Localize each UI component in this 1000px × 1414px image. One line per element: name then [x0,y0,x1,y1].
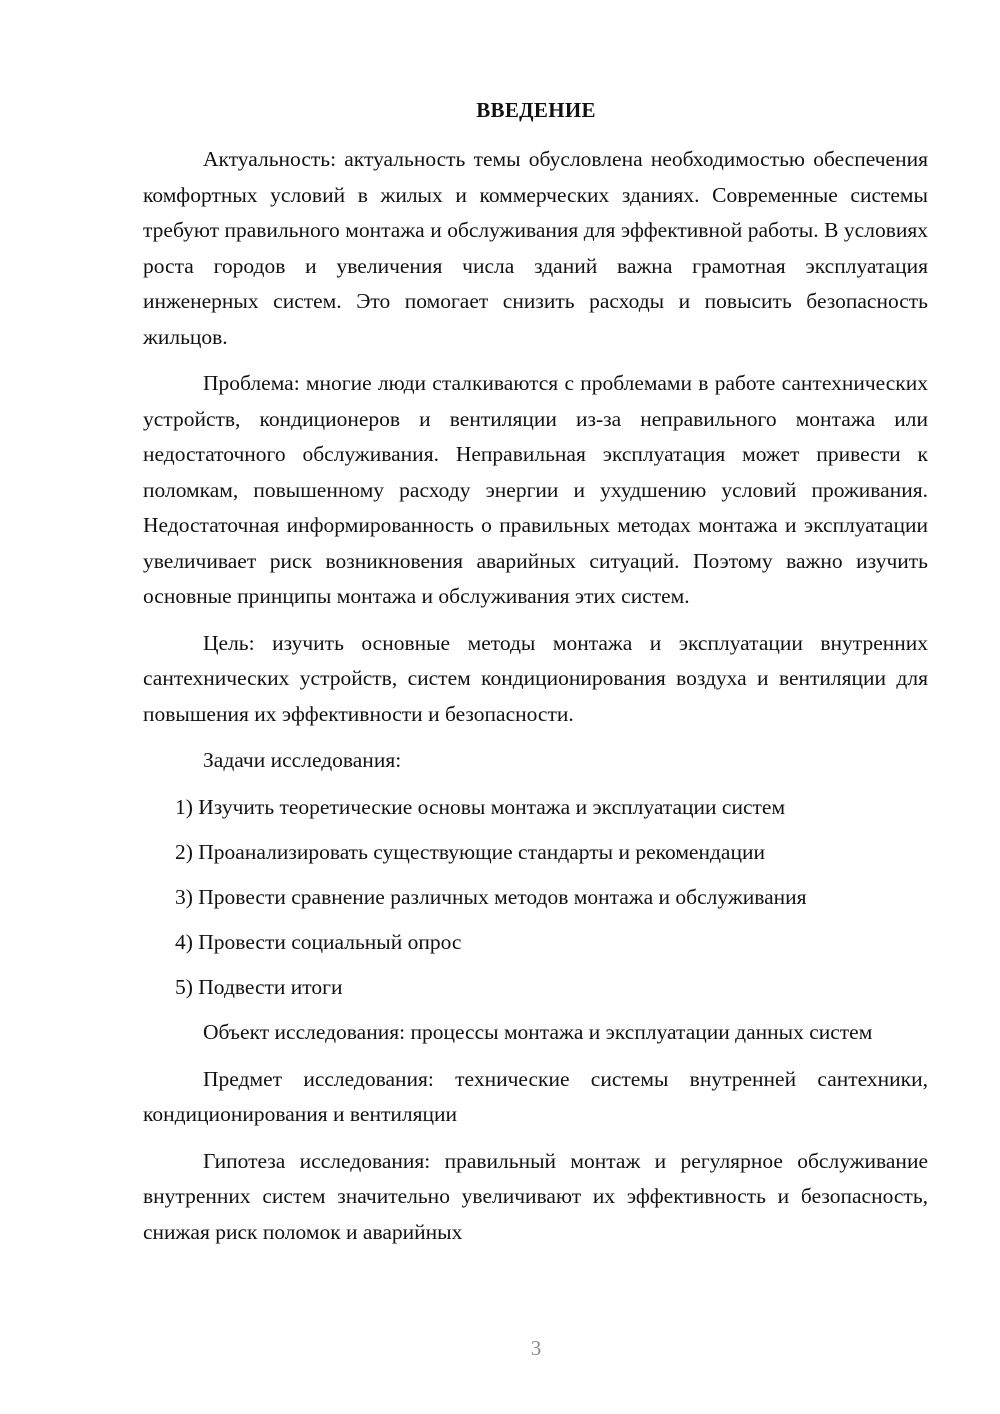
paragraph-object: Объект исследования: процессы монтажа и эксплуатации данных систем [203,1020,873,1045]
paragraph-subject: Предмет исследования: технические системы внутренней сантехники, кондиционирования и вентиляции [143,1066,928,1127]
paragraph-hypothesis: Гипотеза исследования: правильный монтаж и регулярное обслуживание внутренних систем значительно увеличивают их эффективность и безопасность, снижая риск поломок и аварийных [143,1148,928,1244]
paragraph-goal: Цель: изучить основные методы монтажа и эксплуатации внутренних сантехнических устройств, систем кондиционирования воздуха и вентиляции для повышения их эффективности и безопасности. [143,630,928,726]
paragraph-problem: Проблема: многие люди сталкиваются с проблемами в работе сантехнических устройств, кондиционеров и вентиляции из-за неправильного монтажа или недостаточного обслуживания. Неправильная эксплуатация может привести к поломкам, повышенному расходу энергии и ухудшению условий проживания. Недостаточная информированность о правильных методах монтажа и эксплуатации увеличивает риск возникновения аварийных ситуаций. Поэтому важно изучить основные принципы монтажа и обслуживания этих систем. [143,371,928,608]
tasks-list [143,790,928,1006]
list-item: 3) Провести сравнение различных методов монтажа и обслуживания [175,884,807,909]
paragraph-relevance: Актуальность: актуальность темы обусловлена необходимостью обеспечения комфортных условий в жилых и коммерческих зданиях. Современные системы требуют правильного монтажа и обслуживания для эффективной работы. В условиях роста городов и увеличения числа зданий важна грамотная эксплуатация инженерных систем. Это помогает снизить расходы и повысить безопасность жильцов. [143,147,928,349]
page-number: 3 [530,1336,542,1360]
tasks-heading: Задачи исследования: [203,748,402,772]
document-body [143,142,928,1261]
list-item: 2) Проанализировать существующие стандарты и рекомендации [175,839,765,864]
page-title: ВВЕДЕНИЕ [476,98,596,122]
list-item: 5) Подвести итоги [175,975,343,1000]
list-item: 4) Провести социальный опрос [175,930,462,955]
list-item: 1) Изучить теоретические основы монтажа и эксплуатации систем [175,794,786,819]
